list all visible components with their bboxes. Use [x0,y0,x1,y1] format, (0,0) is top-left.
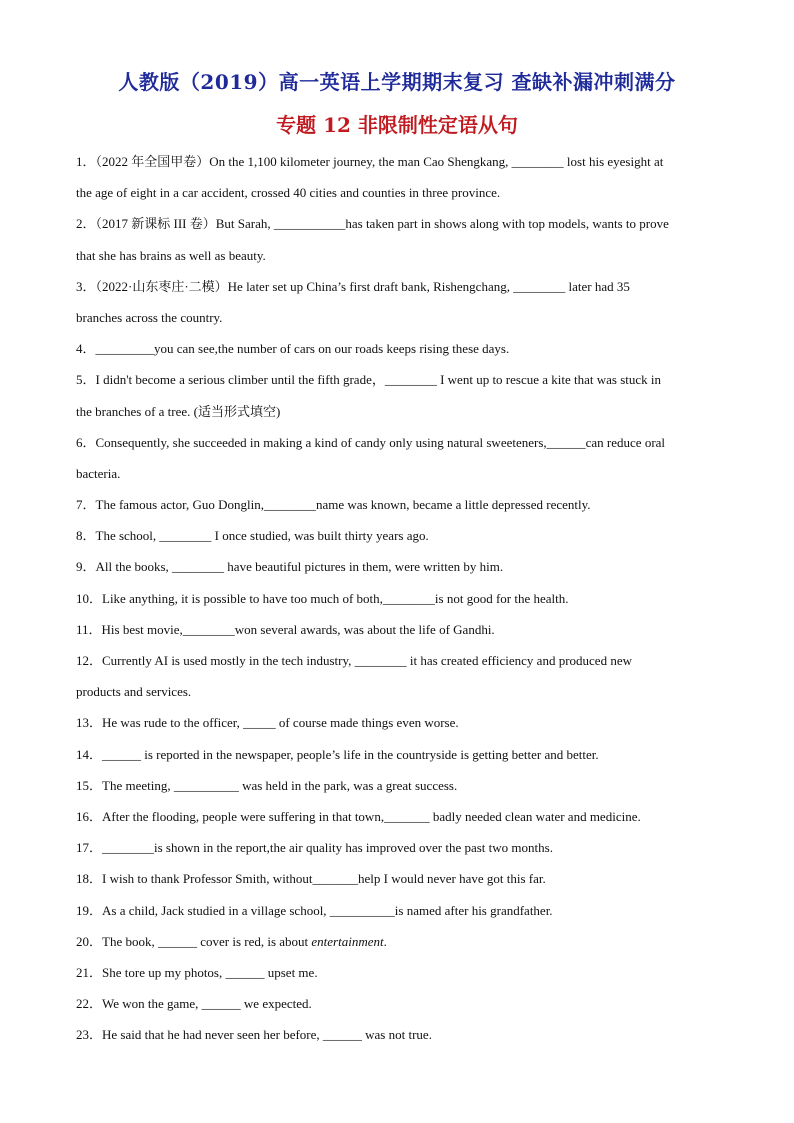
q20-italic-word: entertainment [311,933,384,949]
document-title: 人教版（2019）高一英语上学期期末复习 查缺补漏冲刺满分 [118,70,676,94]
text-line: 23．He said that he had never seen her before, ______ was not true. [76,1027,432,1043]
text-line-q20 [76,926,726,957]
text-line: the age of eight in a car accident, crossed 40 cities and counties in three province. [76,185,501,201]
text-line: 5．I didn't become a serious climber until the fifth grade，________ I went up to rescue a kite that was stuck in [76,372,662,388]
text-line: 13．He was rude to the officer, _____ of course made things even worse. [76,715,459,731]
text-line: branches across the country. [76,309,223,325]
text-line: 8．The school, ________ I once studied, was built thirty years ago. [76,528,429,544]
text-line: 17．________is shown in the report,the air quality has improved over the past two months. [76,840,553,856]
text-line: products and services. [76,684,192,700]
text-line: bacteria. [76,465,121,481]
q20-end: . [383,933,387,949]
text-line: 7．The famous actor, Guo Donglin,________name was known, became a little depressed recently. [76,497,591,513]
document-subtitle: 专题 12 非限制性定语从句 [276,113,518,137]
text-line: 14．______ is reported in the newspaper, people’s life in the countryside is getting better and better. [76,746,599,762]
text-line: 22．We won the game, ______ we expected. [76,996,312,1012]
text-line: 16．After the flooding, people were suffering in that town,_______ badly needed clean water and medicine. [76,808,641,824]
question-list [76,146,726,1050]
text-line: 21．She tore up my photos, ______ upset me. [76,964,318,980]
text-line: 2．（2017 新课标 III 卷）But Sarah, ___________has taken part in shows along with top models, wants to prove [76,216,669,232]
text-line: 6．Consequently, she succeeded in making a kind of candy only using natural sweeteners,______can reduce oral [76,434,666,450]
text-line: the branches of a tree. (适当形式填空) [76,403,281,419]
text-line: 9．All the books, ________ have beautiful pictures in them, were written by him. [76,559,504,575]
text-line: 4．_________you can see,the number of cars on our roads keeps rising these days. [76,341,510,357]
text-line: 15．The meeting, __________ was held in the park, was a great success. [76,777,458,793]
text-line: 1．（2022 年全国甲卷）On the 1,100 kilometer journey, the man Cao Shengkang, ________ lost his eyesight at [76,154,664,169]
text-line: 12．Currently AI is used mostly in the tech industry, ________ it has created efficiency and produced new [76,653,632,668]
text-line: 11．His best movie,________won several awards, was about the life of Gandhi. [76,621,495,637]
text-line: 18．I wish to thank Professor Smith, without_______help I would never have got this far. [76,871,546,887]
text-line: 10．Like anything, it is possible to have too much of both,________is not good for the health. [76,590,569,606]
text-line: that she has brains as well as beauty. [76,247,266,263]
text-line: 19．As a child, Jack studied in a village school, __________is named after his grandfather. [76,902,553,918]
text-line: 3．（2022·山东枣庄·二模）He later set up China’s first draft bank, Rishengchang, ________ later had 35 [76,278,630,294]
q20-text: 20．The book, ______ cover is red, is about [76,933,312,949]
